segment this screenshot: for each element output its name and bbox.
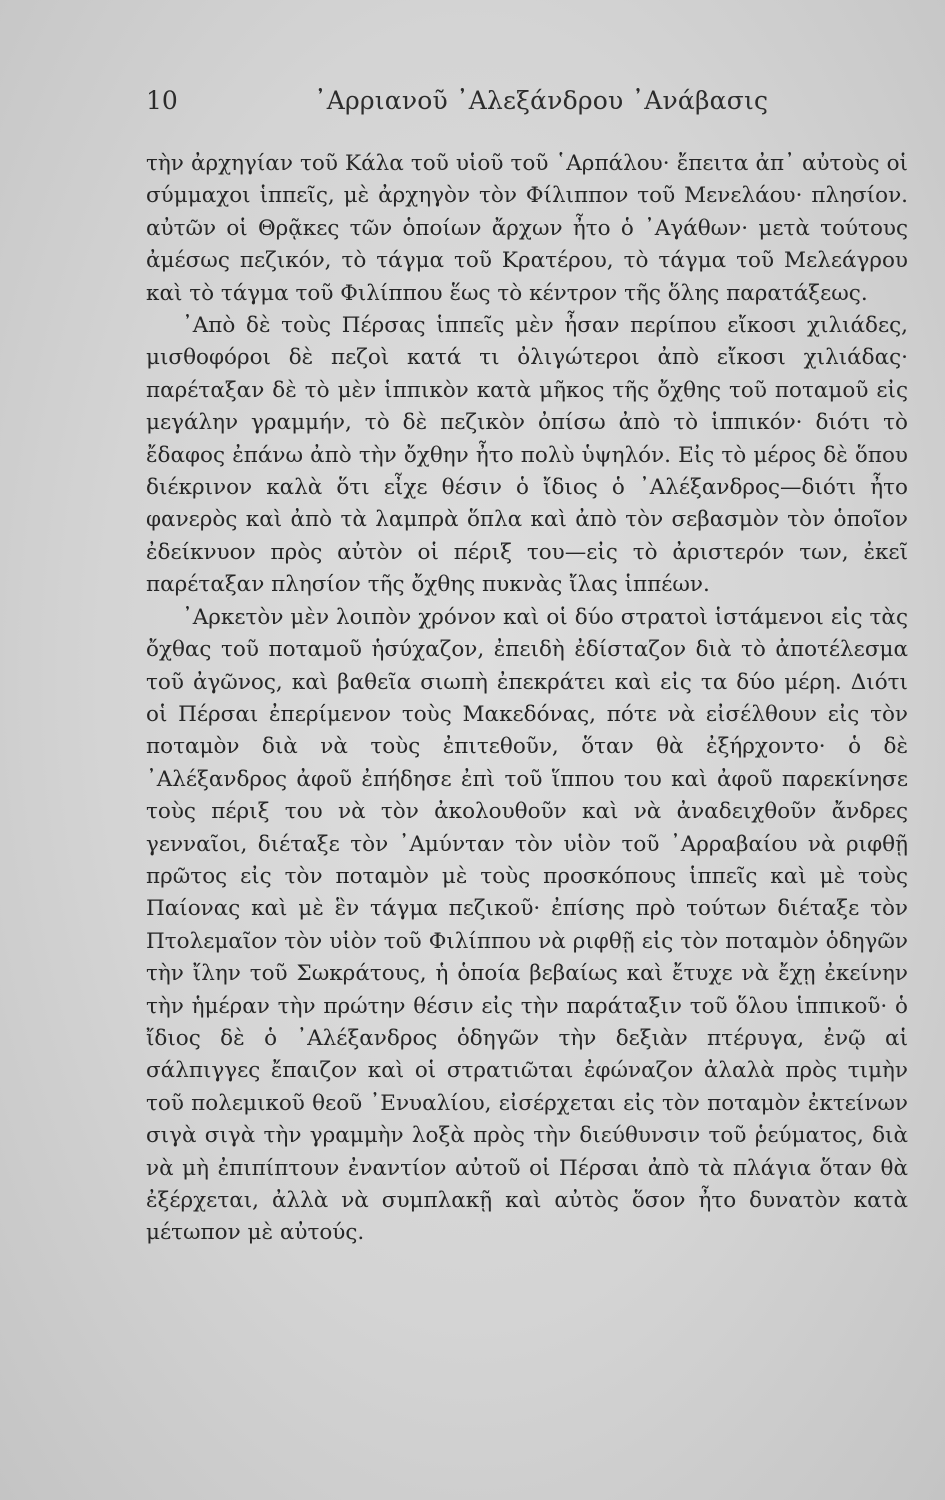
page-number: 10 (146, 86, 178, 115)
running-title: ᾽Αρριανοῦ ᾽Αλεξάνδρου ᾽Ανάβασις (314, 86, 769, 115)
paragraph-3: ᾽Αρκετὸν μὲν λοιπὸν χρόνον καὶ οἱ δύο στρατοὶ ἱστάμενοι εἰς τὰς ὄχθας τοῦ ποταμοῦ ἡσύχαζον, ἐπειδὴ ἐδίσταζον διὰ τὸ ἀποτέλεσμα τοῦ ἀγῶνος, καὶ βαθεῖα σιωπὴ ἐπεκράτει καὶ εἰς τα δύο μέρη. Διότι οἱ Πέρσαι ἐπερίμενον τοὺς Μακεδόνας, πότε νὰ εἰσέλθουν εἰς τὸν ποταμὸν διὰ νὰ τοὺς ἐπιτεθοῦν, ὅταν θὰ ἐξήρχοντο· ὁ δὲ ᾽Αλέξανδρος ἀφοῦ ἐπήδησε ἐπὶ τοῦ ἵππου του καὶ ἀφοῦ παρεκίνησε τοὺς πέριξ του νὰ τὸν ἀκολουθοῦν καὶ νὰ ἀναδειχθοῦν ἄνδρες γενναῖοι, διέταξε τὸν ᾽Αμύνταν τὸν υἱὸν τοῦ ᾽Αρραβαίου νὰ ριφθῇ πρῶτος εἰς τὸν ποταμὸν μὲ τοὺς προσκόπους ἱππεῖς καὶ μὲ τοὺς Παίονας καὶ μὲ ἓν τάγμα πεζικοῦ· ἐπίσης πρὸ τούτων διέταξε τὸν Πτολεμαῖον τὸν υἱὸν τοῦ Φιλίππου νὰ ριφθῇ εἰς τὸν ποταμὸν ὁδηγῶν τὴν ἴλην τοῦ Σωκράτους, ἡ ὁποία βεβαίως καὶ ἔτυχε νὰ ἔχῃ ἐκείνην τὴν ἡμέραν τὴν πρώτην θέσιν εἰς τὴν παράταξιν τοῦ ὅλου ἱππικοῦ· ὁ ἴδιος δὲ ὁ ᾽Αλέξανδρος ὁδηγῶν τὴν δεξιὰν πτέρυγα, ἐνῷ αἱ σάλπιγγες ἔπαιζον καὶ οἱ στρατιῶται ἐφώναζον ἀλαλὰ πρὸς τιμὴν τοῦ πολεμικοῦ θεοῦ ᾽Ενυαλίου, εἰσέρχεται εἰς τὸν ποταμὸν ἐκτείνων σιγὰ σιγὰ τὴν γραμμὴν λοξὰ πρὸς τὴν διεύθυνσιν τοῦ ῥεύματος, διὰ νὰ μὴ ἐπιπίπτουν ἐναντίον αὐτοῦ οἱ Πέρσαι ἀπὸ τὰ πλάγια ὅταν θὰ ἐξέρχεται, ἀλλὰ νὰ συμπλακῇ καὶ αὐτὸς ὅσον ἦτο δυνατὸν κατὰ μέτωπον μὲ αὐτούς. (146, 604, 908, 1246)
body-text (146, 148, 908, 1250)
paragraph-1: τὴν ἀρχηγίαν τοῦ Κάλα τοῦ υἱοῦ τοῦ ῾Αρπάλου· ἔπειτα ἀπ᾽ αὐτοὺς οἱ σύμμαχοι ἱππεῖς, μὲ ἀρχηγὸν τὸν Φίλιππον τοῦ Μενελάου· πλησίον. αὐτῶν οἱ Θρᾷκες τῶν ὁποίων ἄρχων ἦτο ὁ ᾽Αγάθων· μετὰ τούτους ἀμέσως πεζικόν, τὸ τάγμα τοῦ Κρατέρου, τὸ τάγμα τοῦ Μελεάγρου καὶ τὸ τάγμα τοῦ Φιλίππου ἕως τὸ κέντρον τῆς ὅλης παρατάξεως. (146, 151, 908, 306)
page-header (146, 86, 908, 126)
paragraph-2: ᾽Απὸ δὲ τοὺς Πέρσας ἱππεῖς μὲν ἦσαν περίπου εἴκοσι χιλιάδες, μισθοφόροι δὲ πεζοὶ κατά τι ὀλιγώτεροι ἀπὸ εἴκοσι χιλιάδας· παρέταξαν δὲ τὸ μὲν ἱππικὸν κατὰ μῆκος τῆς ὄχθης τοῦ ποταμοῦ εἰς μεγάλην γραμμήν, τὸ δὲ πεζικὸν ὀπίσω ἀπὸ τὸ ἱππικόν· διότι τὸ ἔδαφος ἐπάνω ἀπὸ τὴν ὄχθην ἦτο πολὺ ὑψηλόν. Εἰς τὸ μέρος δὲ ὅπου διέκρινον καλὰ ὅτι εἶχε θέσιν ὁ ἴδιος ὁ ᾽Αλέξανδρος—διότι ἦτο φανερὸς καὶ ἀπὸ τὰ λαμπρὰ ὅπλα καὶ ἀπὸ τὸν σεβασμὸν τὸν ὁποῖον ἐδείκνυον πρὸς αὐτὸν οἱ πέριξ του—εἰς τὸ ἀριστερόν των, ἐκεῖ παρέταξαν πλησίον τῆς ὄχθης πυκνὰς ἴλας ἱππέων. (146, 313, 908, 598)
